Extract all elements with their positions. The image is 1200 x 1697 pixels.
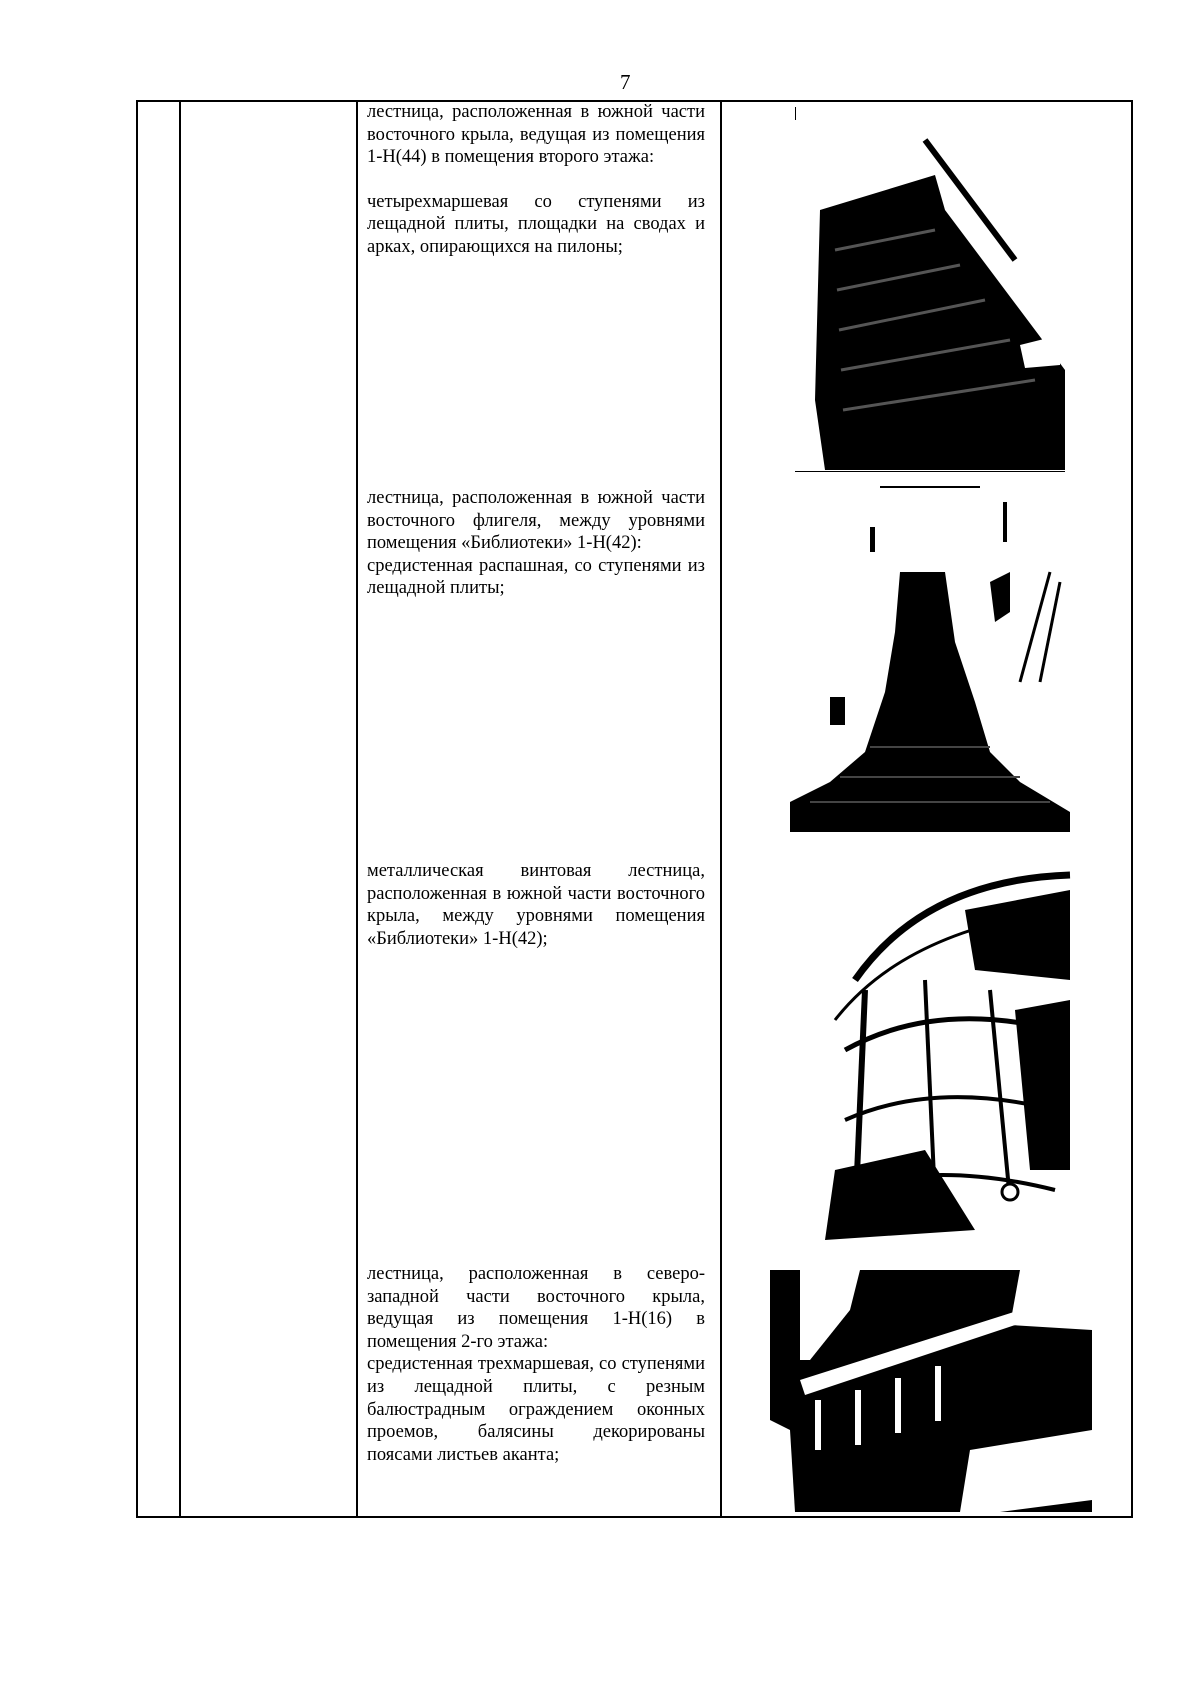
column-divider-2 (356, 102, 358, 1516)
entry-1-description: четырехмаршевая со ступенями из лещадной плиты, площадки на сводах и арках, опирающихся на пилоны; (367, 191, 705, 257)
staircase-photo-2 (790, 482, 1070, 840)
entry-1-location: лестница, расположенная в южной части восточного крыла, ведущая из помещения 1-Н(44) в помещения второго этажа: (367, 102, 705, 168)
spiral-staircase-photo (805, 870, 1075, 1252)
entry-4-location: лестница, расположенная в северо-западной части восточного крыла, ведущая из помещения 1-Н(16) в помещения 2-го этажа: (367, 1264, 705, 1352)
entry-2-location: лестница, расположенная в южной части восточного флигеля, между уровнями помещения «Библиотеки» 1-Н(42): (367, 488, 705, 554)
column-divider-3 (720, 102, 722, 1516)
entry-2-description: средистенная распашная, со ступенями из лещадной плиты; (367, 555, 705, 599)
entry-4-text (367, 1263, 705, 1466)
entry-3-text (367, 860, 705, 950)
entry-1-text (367, 101, 705, 259)
staircase-photo-1 (795, 100, 1065, 472)
entry-2-text (367, 487, 705, 600)
page-number: 7 (620, 70, 631, 94)
entry-4-description: средистенная трехмаршевая, со ступенями из лещадной плиты, с резным балюстрадным ограждением оконных проемов, балясины декорированы поясами листьев аканта; (367, 1354, 705, 1465)
balustrade-staircase-photo (770, 1270, 1092, 1512)
column-divider-1 (179, 102, 181, 1516)
entry-3-location: металлическая винтовая лестница, расположенная в южной части восточного крыла, между уровнями помещения «Библиотеки» 1-Н(42); (367, 861, 705, 949)
